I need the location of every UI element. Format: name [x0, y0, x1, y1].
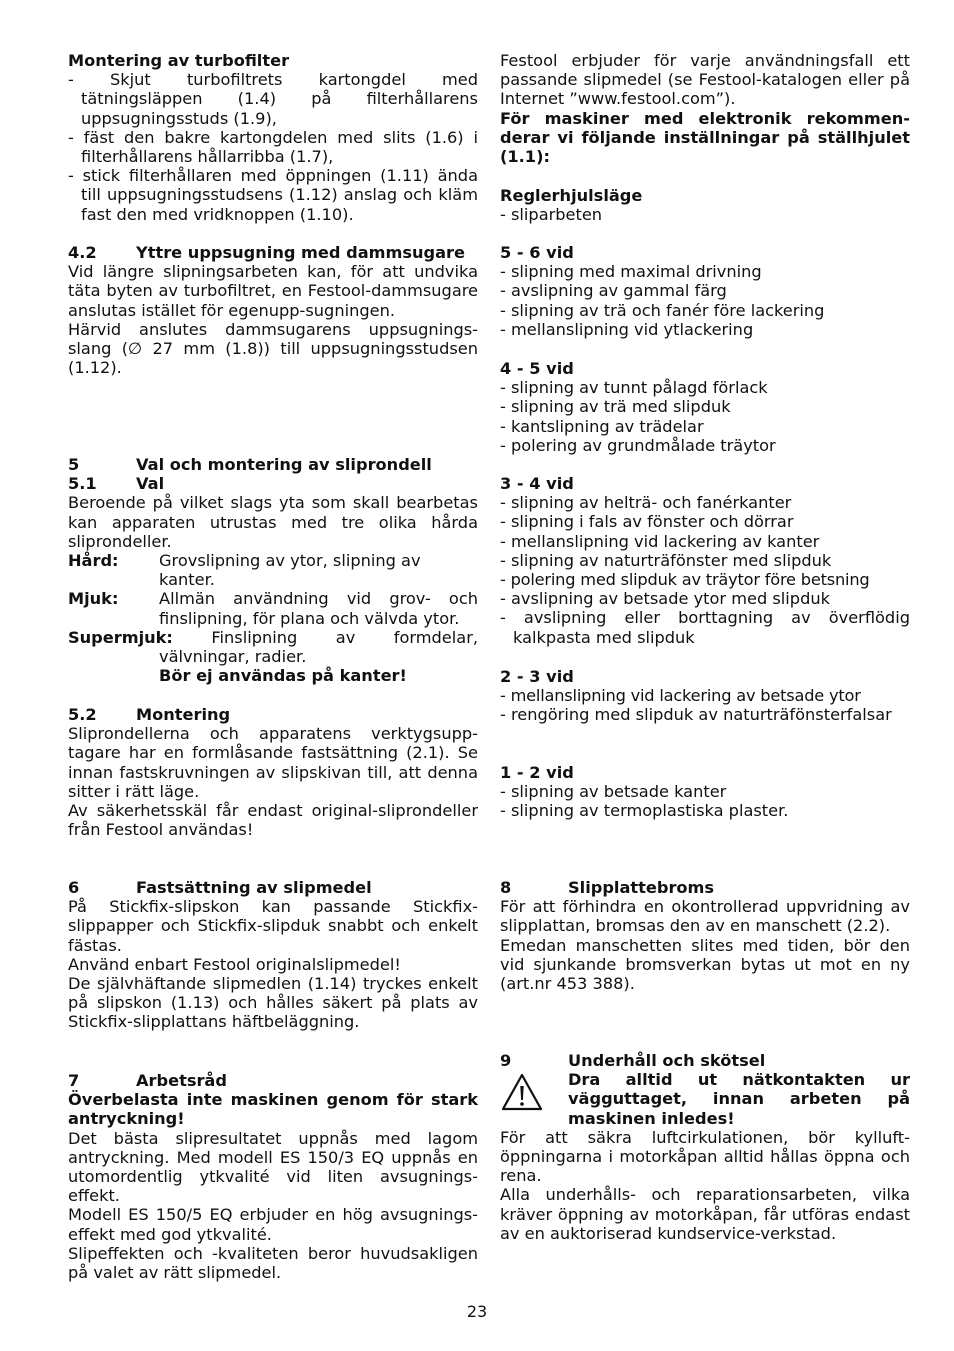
section-9 [500, 1051, 910, 1243]
list-item: - mellanslipning vid lackering av kanter [500, 531, 820, 551]
section-heading [68, 1071, 478, 1090]
section-number: 5 [68, 455, 80, 474]
setting-group [500, 474, 910, 647]
list-item: - slipning av tunnt pålagd förlack [500, 378, 768, 398]
setting-group [500, 667, 910, 725]
section-heading [500, 878, 910, 897]
setting-title: 3 - 4 vid [500, 474, 574, 493]
section-title: Slipplattebroms [568, 878, 715, 897]
paragraph: Slipeffekten och -kvaliteten beror huvudsakligen på valet av rätt slipmedel. [68, 1243, 478, 1283]
paragraph: För att förhindra en okontrollerad uppvridning av slipplattan, bromsas den av en manschett (2.2). [500, 897, 910, 936]
section-heading [68, 705, 478, 724]
definition-desc: Allmän användning vid grov- och finslipning, för plana och välvda ytor. [159, 589, 478, 628]
setting-title: 2 - 3 vid [500, 667, 574, 686]
definition-supersoft [68, 628, 478, 647]
paragraph: Beroende på vilket slags yta som skall bearbetas kan apparaten utrustas med tre olika hårda sliprondeller. [68, 493, 478, 551]
section-number: 4.2 [68, 243, 97, 262]
setting-group [500, 359, 910, 455]
section-5 [68, 455, 478, 685]
paragraph: Vid längre slipningsarbeten kan, för att undvika täta byten av turbofiltret, en Festool-dammsugare anslutas istället för egenupp-sugningen. [68, 262, 478, 320]
list-item: - slipning av naturträfönster med slipduk [500, 550, 832, 570]
paragraph: Modell ES 150/5 EQ erbjuder en hög avsugnings-effekt med god ytkvalité. [68, 1205, 478, 1244]
list-item: - stick filterhållaren med öppningen (1.11) ända till uppsugningsstudsens (1.12) anslag och kläm fast den med vridknoppen (1.10). [68, 166, 478, 224]
list-item: - slipning av helträ- och fanérkanter [500, 493, 792, 513]
section-title: Underhåll och skötsel [568, 1051, 766, 1070]
definition-desc: Grovslipning av ytor, slipning av kanter. [159, 551, 421, 590]
list-item: - slipning med maximal drivning [500, 262, 762, 282]
list-item: - fäst den bakre kartongdelen med slits (1.6) i filterhållarens hållarribba (1.7), [68, 127, 478, 167]
definition-hard [68, 551, 478, 589]
turbofilter-title: Montering av turbofilter [68, 51, 290, 70]
list-item: - slipning av termoplastiska plaster. [500, 801, 789, 821]
list-item: - sliparbeten [500, 205, 603, 225]
list-item: - mellanslipning vid ytlackering [500, 319, 754, 339]
list-item: - mellanslipning vid lackering av betsade ytor [500, 686, 861, 706]
section-number: 8 [500, 878, 512, 897]
list-item: - polering av grundmålade träytor [500, 435, 776, 455]
setting-title: 5 - 6 vid [500, 243, 574, 262]
warning-text: Överbelasta inte maskinen genom för stark antryckning! [68, 1090, 478, 1129]
setting-list [500, 205, 910, 224]
setting-list [500, 262, 910, 339]
section-title: Val [136, 474, 165, 494]
list-item: - rengöring med slipduk av naturträfönsterfalsar [500, 705, 892, 725]
paragraph: Använd enbart Festool originalslipmedel! [68, 954, 401, 974]
list-item: - avslipning av gammal färg [500, 281, 727, 301]
section-heading [68, 878, 478, 897]
page-number: 23 [466, 1302, 488, 1321]
list-item: - polering med slipduk av träytor före betsning [500, 570, 870, 590]
list-item: - slipning i fals av fönster och dörrar [500, 512, 794, 532]
warning-triangle-icon [500, 1070, 568, 1116]
setting-title: 4 - 5 vid [500, 359, 574, 378]
section-title: Yttre uppsugning med dammsugare [136, 243, 466, 262]
subsection-heading [68, 474, 478, 493]
definition-desc: Finslipning av formdelar, [211, 627, 478, 647]
section-4-2 [68, 243, 478, 377]
list-item: - avslipning av betsade ytor med slipduk [500, 589, 830, 609]
list-item: - slipning av trä med slipduk [500, 397, 731, 417]
paragraph: Alla underhålls- och reparationsarbeten, vilka kräver öppning av motorkåpan, får utföras endast av en auktoriserad kundservice-verkstad. [500, 1185, 910, 1243]
definition-desc-continued: välvningar, radier. [159, 647, 307, 667]
list-item: - avslipning eller borttagning av överflödig kalkpasta med slipduk [500, 608, 910, 647]
warning-text: Bör ej användas på kanter! [159, 666, 407, 686]
setting-list [500, 493, 910, 647]
definition-term: Hård: [68, 551, 119, 571]
section-7 [68, 1071, 478, 1282]
paragraph: På Stickfix-slipskon kan passande Stickfix-slippapper och Stickfix-slipduk snabbt och enkelt fästas. [68, 897, 478, 955]
section-6 [68, 878, 478, 1032]
section-title: Arbetsråd [136, 1071, 227, 1090]
setting-list [500, 378, 910, 455]
section-heading [500, 1051, 910, 1070]
paragraph: Det bästa slipresultatet uppnås med lagom antryckning. Med modell ES 150/3 EQ uppnås en utomordentlig ytkvalité vid liten avsugnings-effekt. [68, 1128, 478, 1206]
definition-term: Supermjuk: [68, 627, 173, 647]
paragraph: Av säkerhetsskäl får endast original-sliprondeller från Festool användas! [68, 801, 478, 840]
definition-soft [68, 589, 478, 627]
section-5-2 [68, 705, 478, 839]
section-number: 9 [500, 1051, 512, 1070]
section-8 [500, 878, 910, 993]
section-number: 5.2 [68, 705, 97, 724]
setting-group [500, 243, 910, 339]
section-number: 7 [68, 1071, 80, 1090]
section-title: Fastsättning av slipmedel [136, 878, 372, 897]
paragraph: Emedan manschetten slites med tiden, bör den vid sjunkande bromsverkan bytas ut mot en ny (art.nr 453 388). [500, 935, 910, 994]
list-item: - kantslipning av trädelar [500, 416, 704, 436]
list-item: - slipning av trä och fanér före lackering [500, 300, 825, 320]
list-item: - slipning av betsade kanter [500, 782, 727, 802]
turbofilter-list [68, 70, 478, 224]
section-title: Val och montering av sliprondell [136, 455, 432, 474]
setting-group [500, 186, 910, 224]
section-number: 5.1 [68, 474, 97, 494]
paragraph: De självhäftande slipmedlen (1.14) tryckes enkelt på slipskon (1.13) och hålles säkert på plats av Stickfix-slipplattans häftbeläggning. [68, 974, 478, 1032]
warning-text: Dra alltid ut nätkontakten ur vägguttaget, innan arbeten på maskinen inledes! [568, 1070, 910, 1128]
recommendation-text: För maskiner med elektronik rekommen-derar vi följande inställningar på ställhjulet (1.1): [500, 108, 910, 167]
paragraph: Festool erbjuder för varje användningsfall ett passande slipmedel (se Festool-katalogen eller på Internet ”www.festool.com”). [500, 51, 910, 109]
section-number: 6 [68, 878, 80, 897]
list-item: - Skjut turbofiltrets kartongdel med tätningsläppen (1.4) på filterhållarens uppsugningsstuds (1.9), [68, 70, 478, 128]
setting-title: 1 - 2 vid [500, 763, 574, 782]
paragraph: Sliprondellerna och apparatens verktygsupp-tagare har en formlåsande fastsättning (2.1). Se innan fastskruvningen av slipskivan till, att denna sitter i rätt läge. [68, 724, 478, 801]
warning-block [500, 1070, 910, 1128]
section-turbofilter [68, 51, 478, 224]
definition-term: Mjuk: [68, 589, 119, 609]
setting-group [500, 763, 910, 821]
setting-title: Reglerhjulsläge [500, 186, 643, 205]
section-heading [68, 243, 478, 262]
paragraph: Härvid anslutes dammsugarens uppsugnings-slang (∅ 27 mm (1.8)) till uppsugningsstudsen (1.12). [68, 319, 478, 378]
setting-list [500, 686, 910, 724]
section-title: Montering [136, 705, 231, 724]
section-heading [68, 455, 478, 474]
paragraph: För att säkra luftcirkulationen, bör kylluft-öppningarna i motorkåpan alltid hållas öppna och rena. [500, 1127, 910, 1186]
section-intro [500, 51, 910, 166]
setting-list [500, 782, 910, 820]
